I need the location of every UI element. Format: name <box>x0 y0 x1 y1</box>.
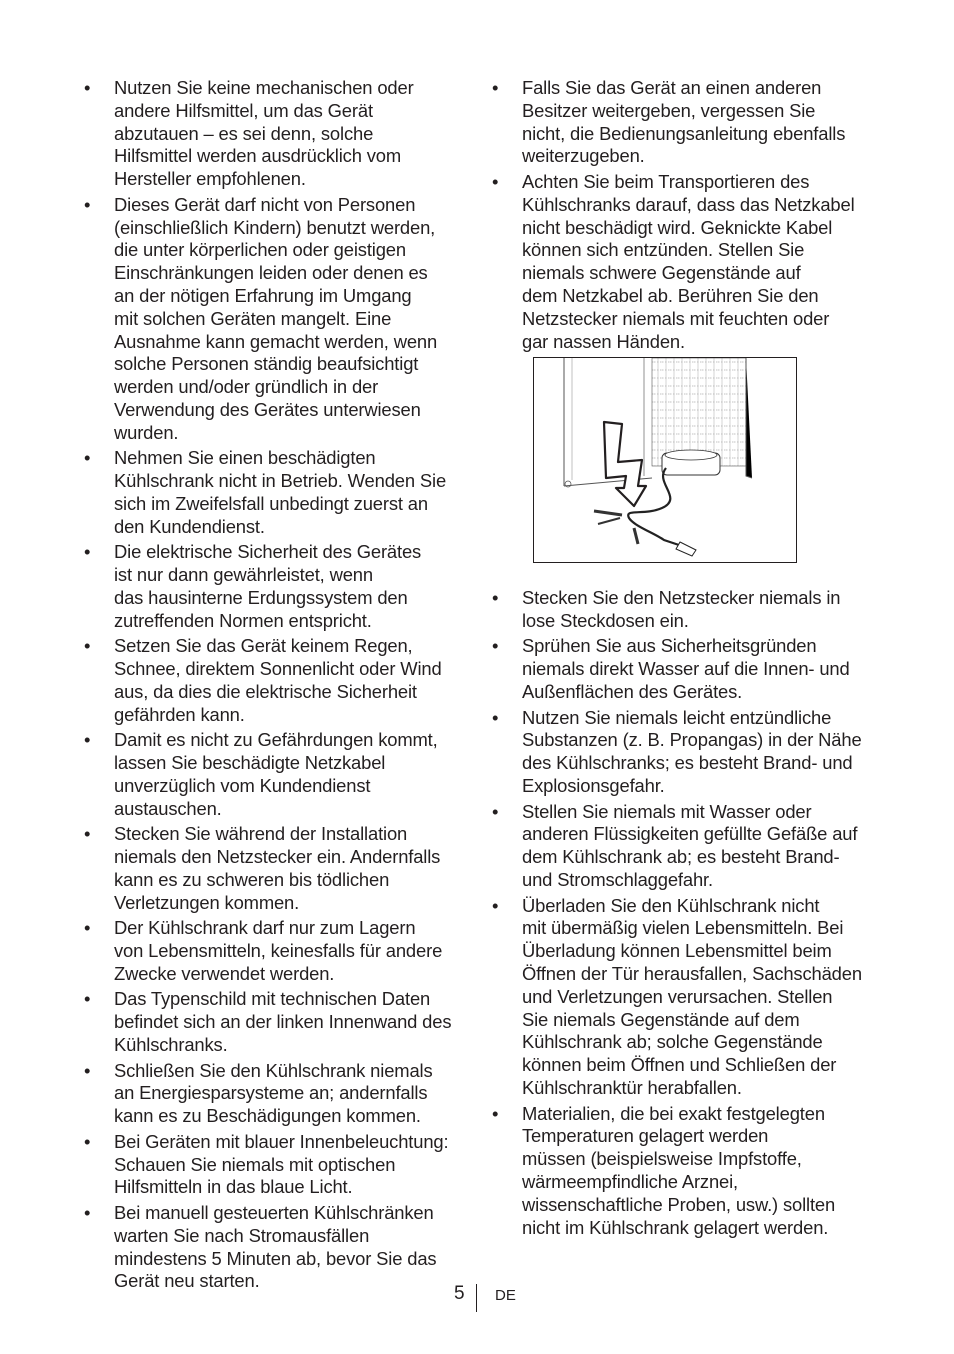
list-item-text: Überladen Sie den Kühlschrank nicht mit übermäßig vielen Lebensmitteln. Bei Überladung können Lebensmittel beim Öffnen der Tür herausfallen, Sachschäden und Verletzungen verursachen. Stellen Sie niemals Gegenstände auf dem Kühlschrank ab; solche Gegenstände können beim Öffnen und Schließen der Kühlschranktür herabfallen. <box>522 894 862 1098</box>
bullet-icon: • <box>492 77 499 98</box>
bullet-icon: • <box>492 894 499 916</box>
safety-list-right-bottom <box>488 587 880 1239</box>
bullet-icon: • <box>84 988 91 1010</box>
list-item <box>488 801 880 892</box>
list-item <box>80 1131 472 1199</box>
right-column-top <box>488 77 880 356</box>
bullet-icon: • <box>492 800 499 822</box>
left-column <box>80 77 472 1296</box>
fridge-power-cord-figure <box>533 357 797 563</box>
safety-list-right-top <box>488 77 880 353</box>
list-item-text: Damit es nicht zu Gefährdungen kommt, lassen Sie beschädigte Netzkabel unverzüglich vom Kundendienst austauschen. <box>114 729 438 819</box>
list-item <box>488 171 880 353</box>
bullet-icon: • <box>492 1102 499 1124</box>
list-item-text: Falls Sie das Gerät an einen anderen Besitzer weitergeben, vergessen Sie nicht, die Bedienungsanleitung ebenfalls weiterzugeben. <box>522 77 846 167</box>
bullet-icon: • <box>492 587 499 608</box>
list-item-text: Bei Geräten mit blauer Innenbeleuchtung: Schauen Sie niemals mit optischen Hilfsmitteln in das blaue Licht. <box>114 1130 449 1198</box>
footer-divider <box>476 1284 477 1312</box>
list-item-text: Nutzen Sie keine mechanischen oder andere Hilfsmittel, um das Gerät abzutauen – es sei denn, solche Hilfsmittel werden ausdrücklich vom Hersteller empfohlenen. <box>114 77 414 190</box>
bullet-icon: • <box>84 193 91 215</box>
list-item-text: Dieses Gerät darf nicht von Personen (einschließlich Kindern) benutzt werden, die unter körperlichen oder geistigen Einschränkungen leiden oder denen es an der nötigen Erfahrung im Umgang mit solchen Geräten mangelt. Eine Ausnahme kann gemacht werden, wenn solche Personen ständig beaufsichtigt werden und/oder gründlich in der Verwendung des Gerätes unterwiesen wurden. <box>114 193 438 443</box>
bullet-icon: • <box>492 635 499 657</box>
bullet-icon: • <box>492 170 499 192</box>
bullet-icon: • <box>84 635 91 657</box>
list-item <box>80 77 472 191</box>
list-item-text: Materialien, die bei exakt festgelegten Temperaturen gelagert werden müssen (beispielsweise Impfstoffe, wärmeempfindliche Arznei, wissenschaftliche Proben, usw.) sollten nicht im Kühlschrank gelagert werden. <box>522 1102 836 1238</box>
bullet-icon: • <box>84 447 91 469</box>
list-item <box>488 895 880 1100</box>
list-item-text: Sprühen Sie aus Sicherheitsgründen niemals direkt Wasser auf die Innen- und Außenflächen des Gerätes. <box>522 635 850 702</box>
language-code: DE <box>495 1287 516 1304</box>
safety-list-left <box>80 77 472 1293</box>
list-item-text: Nehmen Sie einen beschädigten Kühlschrank nicht in Betrieb. Wenden Sie sich im Zweifelsfall unbedingt zuerst an den Kundendienst. <box>114 447 447 537</box>
list-item-text: Stecken Sie den Netzstecker niemals in lose Steckdosen ein. <box>522 587 841 631</box>
bullet-icon: • <box>84 541 91 563</box>
list-item <box>80 635 472 726</box>
page-number: 5 <box>454 1283 465 1304</box>
list-item-text: Schließen Sie den Kühlschrank niemals an Energiesparsysteme an; andernfalls kann es zu Beschädigungen kommen. <box>114 1059 433 1127</box>
list-item-text: Stellen Sie niemals mit Wasser oder anderen Flüssigkeiten gefüllte Gefäße auf dem Kühlschrank ab; es besteht Brand- und Stromschlaggefahr. <box>522 800 858 890</box>
list-item <box>488 635 880 703</box>
bullet-icon: • <box>84 77 91 98</box>
list-item <box>80 917 472 985</box>
list-item-text: Setzen Sie das Gerät keinem Regen, Schnee, direktem Sonnenlicht oder Wind aus, da dies die elektrische Sicherheit gefährden kann. <box>114 635 442 725</box>
bullet-icon: • <box>492 706 499 728</box>
list-item-text: Der Kühlschrank darf nur zum Lagern von Lebensmitteln, keinesfalls für andere Zwecke verwendet werden. <box>114 917 443 984</box>
list-item <box>488 1103 880 1240</box>
list-item-text: Achten Sie beim Transportieren des Kühlschranks darauf, dass das Netzkabel nicht beschädigt wird. Geknickte Kabel können sich entzünden. Stellen Sie niemals schwere Gegenstände auf dem Netzkabel ab. Berühren Sie den Netzstecker niemals mit feuchten oder gar nassen Händen. <box>522 170 855 352</box>
list-item <box>80 823 472 914</box>
bullet-icon: • <box>84 1059 91 1081</box>
list-item-text: Das Typenschild mit technischen Daten befindet sich an der linken Innenwand des Kühlschranks. <box>114 988 452 1056</box>
right-column-bottom <box>488 587 880 1242</box>
list-item <box>80 729 472 820</box>
list-item-text: Die elektrische Sicherheit des Gerätes ist nur dann gewährleistet, wenn das hausinterne Erdungssystem den zutreffenden Normen entspricht. <box>114 541 422 631</box>
bullet-icon: • <box>84 1130 91 1152</box>
list-item <box>80 1060 472 1128</box>
list-item-text: Stecken Sie während der Installation niemals den Netzstecker ein. Andernfalls kann es zu schweren bis tödlichen Verletzungen kommen. <box>114 823 441 913</box>
list-item-text: Nutzen Sie niemals leicht entzündliche Substanzen (z. B. Propangas) in der Nähe des Kühlschranks; es besteht Brand- und Explosionsgefahr. <box>522 706 862 796</box>
list-item <box>80 1202 472 1293</box>
bullet-icon: • <box>84 823 91 845</box>
list-item <box>80 541 472 632</box>
list-item <box>80 988 472 1056</box>
list-item <box>488 77 880 168</box>
list-item <box>488 587 880 633</box>
bullet-icon: • <box>84 917 91 939</box>
list-item-text: Bei manuell gesteuerten Kühlschränken warten Sie nach Stromausfällen mindestens 5 Minuten ab, bevor Sie das Gerät neu starten. <box>114 1202 437 1292</box>
list-item <box>80 194 472 445</box>
list-item <box>488 707 880 798</box>
bullet-icon: • <box>84 1202 91 1224</box>
bullet-icon: • <box>84 729 91 751</box>
list-item <box>80 447 472 538</box>
fridge-cord-illustration-icon <box>534 358 796 562</box>
